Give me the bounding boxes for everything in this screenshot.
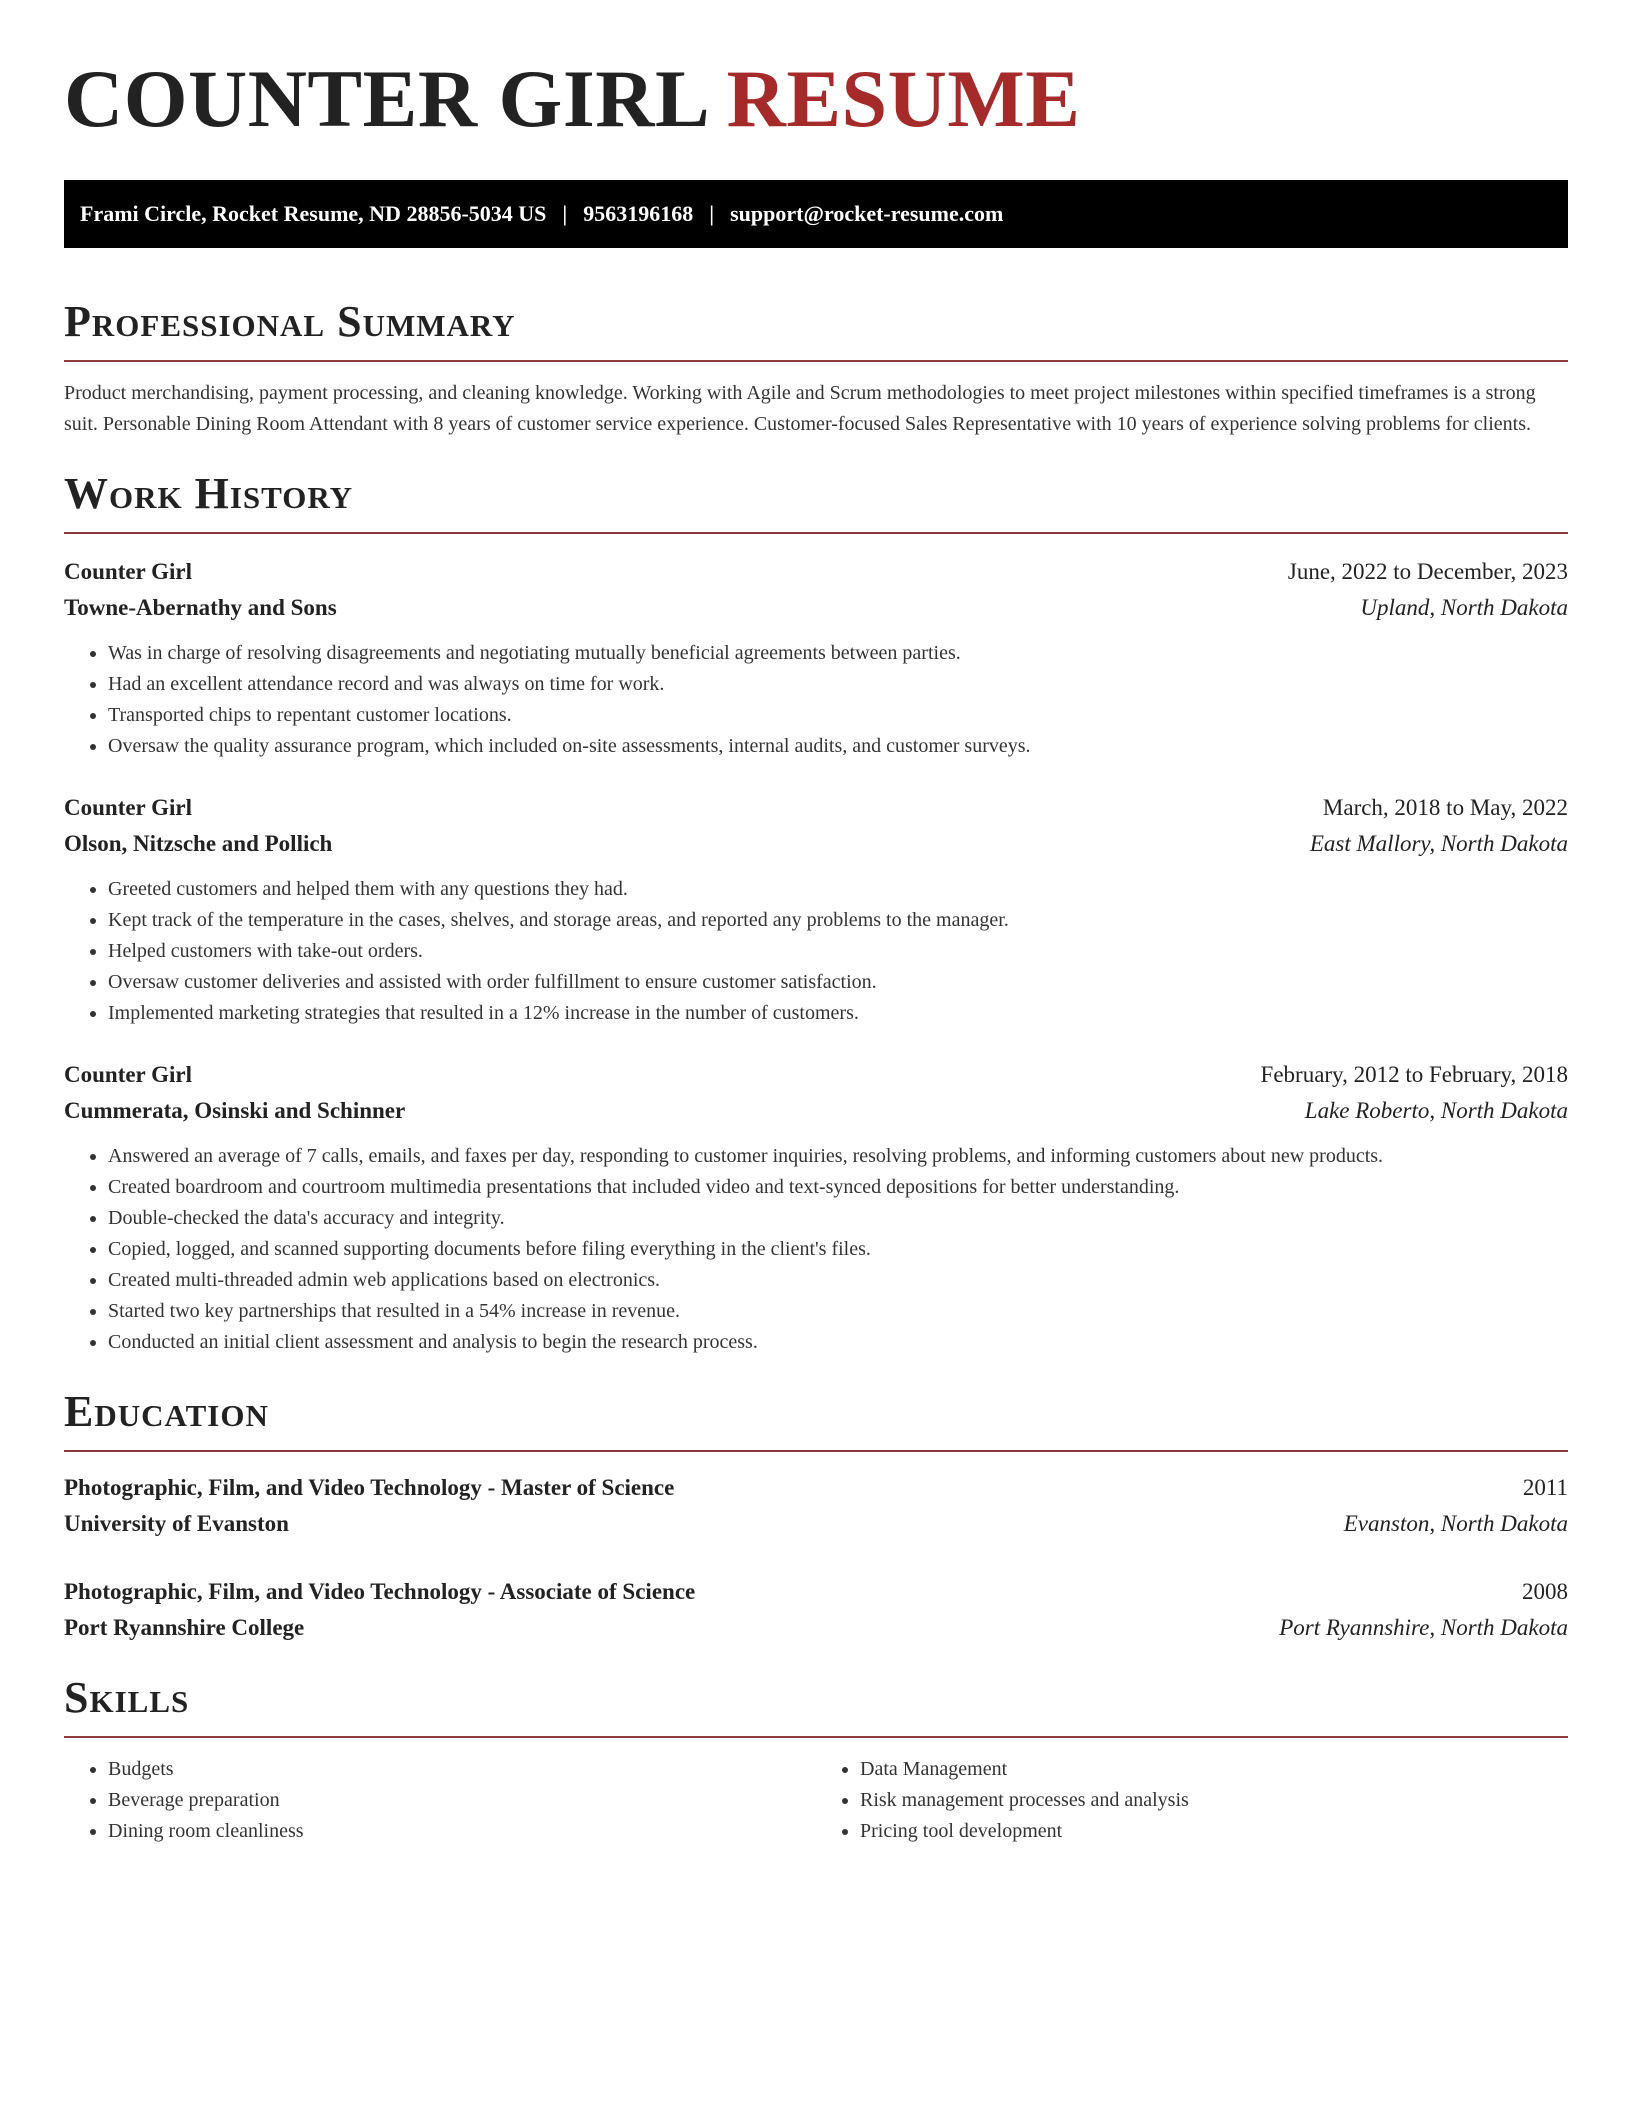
name-accent: RESUME (726, 53, 1081, 144)
job-company: Cummerata, Osinski and Schinner (64, 1098, 406, 1123)
job-title: Counter Girl (64, 795, 192, 820)
job-location: Lake Roberto, North Dakota (1304, 1098, 1568, 1123)
section-title-skills: Skills (64, 1673, 190, 1722)
contact-bar (64, 180, 1568, 248)
list-item: • Conducted an initial client assessment and analysis to begin the research process. (108, 1327, 1568, 1358)
contact-separator: | (709, 201, 715, 226)
skill-item: • Budgets (108, 1754, 816, 1785)
list-item: • Double-checked the data's accuracy and integrity. (108, 1203, 1568, 1234)
education-location: Port Ryannshire, North Dakota (1279, 1615, 1568, 1640)
list-item: • Transported chips to repentant customer locations. (108, 700, 1568, 731)
skill-item: • Pricing tool development (860, 1816, 1568, 1847)
job-bullet-list (64, 638, 1568, 762)
contact-address: Frami Circle, Rocket Resume, ND 28856-5034 US (80, 201, 547, 226)
list-item: • Oversaw customer deliveries and assisted with order fulfillment to ensure customer satisfaction. (108, 967, 1568, 998)
job-dates: March, 2018 to May, 2022 (1322, 795, 1568, 820)
job-company: Olson, Nitzsche and Pollich (64, 831, 333, 856)
list-item: • Started two key partnerships that resulted in a 54% increase in revenue. (108, 1296, 1568, 1327)
section-title-education: Education (64, 1387, 269, 1436)
job-location: Upland, North Dakota (1360, 595, 1568, 620)
list-item: • Was in charge of resolving disagreements and negotiating mutually beneficial agreements between parties. (108, 638, 1568, 669)
job-bullet-list (64, 874, 1568, 1029)
section-title-work-history: Work History (64, 469, 354, 518)
job-title: Counter Girl (64, 559, 192, 584)
name-main: COUNTER GIRL (64, 53, 706, 144)
job-location: East Mallory, North Dakota (1309, 831, 1568, 856)
section-divider (64, 1736, 1568, 1738)
education-school: Port Ryannshire College (64, 1615, 305, 1640)
education-degree: Photographic, Film, and Video Technology - Associate of Science (64, 1579, 696, 1604)
list-item: • Greeted customers and helped them with any questions they had. (108, 874, 1568, 905)
section-divider (64, 1450, 1568, 1452)
skill-item: • Beverage preparation (108, 1785, 816, 1816)
skills-columns (64, 1754, 1568, 1847)
education-year: 2011 (1522, 1475, 1568, 1500)
job-title: Counter Girl (64, 1062, 192, 1087)
list-item: • Helped customers with take-out orders. (108, 936, 1568, 967)
skills-list-left (64, 1754, 816, 1847)
contact-separator: | (562, 201, 568, 226)
skill-item: • Data Management (860, 1754, 1568, 1785)
list-item: • Answered an average of 7 calls, emails, and faxes per day, responding to customer inquiries, resolving problems, and informing customers about new products. (108, 1141, 1568, 1172)
education-degree: Photographic, Film, and Video Technology - Master of Science (64, 1475, 675, 1500)
section-divider (64, 532, 1568, 534)
job-entry (64, 554, 1568, 762)
skill-item: • Risk management processes and analysis (860, 1785, 1568, 1816)
list-item: • Copied, logged, and scanned supporting documents before filing everything in the client's files. (108, 1234, 1568, 1265)
summary-text: Product merchandising, payment processing, and cleaning knowledge. Working with Agile and Scrum methodologies to meet project milestones within specified timeframes is a strong suit. Personable Dining Room Attendant with 8 years of customer service experience. Customer-focused Sales Representative with 10 years of experience solving problems for clients. (64, 382, 1536, 435)
skills-list-right (816, 1754, 1568, 1847)
contact-email: support@rocket-resume.com (730, 201, 1004, 226)
list-item: • Created multi-threaded admin web applications based on electronics. (108, 1265, 1568, 1296)
contact-phone: 9563196168 (583, 201, 694, 226)
job-dates: June, 2022 to December, 2023 (1287, 559, 1568, 584)
list-item: • Kept track of the temperature in the cases, shelves, and storage areas, and reported any problems to the manager. (108, 905, 1568, 936)
list-item: • Had an excellent attendance record and was always on time for work. (108, 669, 1568, 700)
education-school: University of Evanston (64, 1511, 289, 1536)
skill-item: • Dining room cleanliness (108, 1816, 816, 1847)
resume-name (64, 0, 1568, 144)
job-company: Towne-Abernathy and Sons (64, 595, 337, 620)
job-bullet-list (64, 1141, 1568, 1358)
list-item: • Created boardroom and courtroom multimedia presentations that included video and text-synced depositions for better understanding. (108, 1172, 1568, 1203)
education-year: 2008 (1522, 1579, 1568, 1604)
job-entry (64, 790, 1568, 1029)
section-title-summary: Professional Summary (64, 297, 516, 346)
job-entry (64, 1057, 1568, 1358)
list-item: • Oversaw the quality assurance program, which included on-site assessments, internal audits, and customer surveys. (108, 731, 1568, 762)
education-entry (64, 1574, 1568, 1646)
education-location: Evanston, North Dakota (1343, 1511, 1568, 1536)
job-dates: February, 2012 to February, 2018 (1260, 1062, 1568, 1087)
education-entry (64, 1470, 1568, 1542)
section-divider (64, 360, 1568, 362)
list-item: • Implemented marketing strategies that resulted in a 12% increase in the number of customers. (108, 998, 1568, 1029)
